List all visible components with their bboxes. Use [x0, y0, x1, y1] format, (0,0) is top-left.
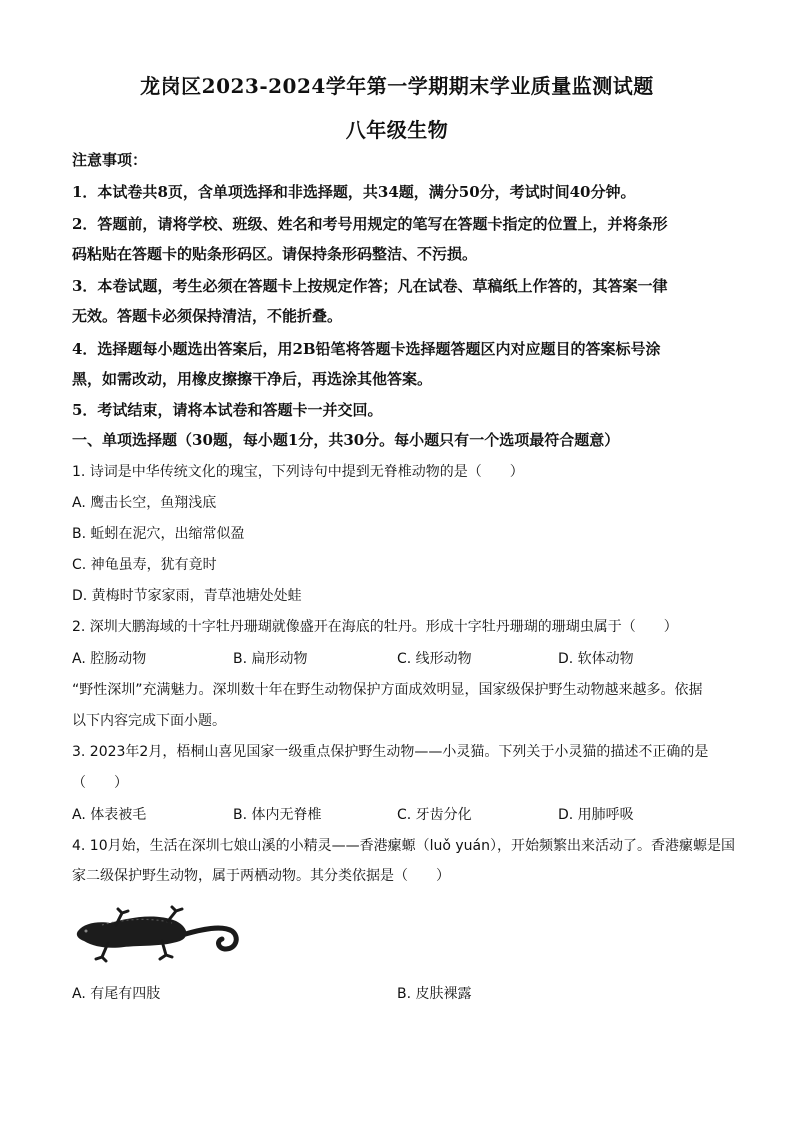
exam-title: 龙岗区2023-2024学年第一学期期末学业质量监测试题: [140, 74, 654, 98]
question-1-option-d: D. 黄梅时节家家雨，青草池塘处处蛙: [72, 588, 302, 604]
note-line: 无效。答题卡必须保持清洁，不能折叠。: [72, 307, 343, 325]
question-2-stem: 2. 深圳大鹏海域的十字牡丹珊瑚就像盛开在海底的牡丹。形成十字牡丹珊瑚的珊瑚虫属于（ ）: [72, 619, 678, 635]
passage-line: 以下内容完成下面小题。: [72, 713, 226, 729]
question-4-stem-cont: 家二级保护野生动物，属于两栖动物。其分类依据是（ ）: [72, 868, 450, 884]
exam-subject: 八年级生物: [345, 118, 449, 142]
note-line: 3．本卷试题，考生必须在答题卡上按规定作答；凡在试卷、草稿纸上作答的，其答案一律: [72, 277, 668, 295]
question-4-option-a: A. 有尾有四肢: [72, 986, 161, 1002]
note-line: 黑，如需改动，用橡皮擦擦干净后，再选涂其他答案。: [72, 370, 433, 388]
question-2-option-a: A. 腔肠动物: [72, 651, 147, 667]
note-line: 码粘贴在答题卡的贴条形码区。请保持条形码整洁、不污损。: [72, 245, 478, 263]
question-1-option-a: A. 鹰击长空，鱼翔浅底: [72, 495, 217, 511]
section-heading: 一、单项选择题（30题，每小题1分，共30分。每小题只有一个选项最符合题意）: [72, 431, 620, 449]
note-line: 5．考试结束，请将本试卷和答题卡一并交回。: [72, 401, 383, 419]
question-3-option-c: C. 牙齿分化: [397, 807, 472, 823]
question-3-stem: 3. 2023年2月，梧桐山喜见国家一级重点保护野生动物——小灵猫。下列关于小灵猫的描述不正确的是: [72, 744, 709, 760]
question-3-option-d: D. 用肺呼吸: [558, 807, 634, 823]
question-2-option-b: B. 扁形动物: [233, 651, 308, 667]
question-4-option-b: B. 皮肤裸露: [397, 986, 472, 1002]
question-3-option-b: B. 体内无脊椎: [233, 807, 322, 823]
notes-heading: 注意事项：: [72, 151, 148, 169]
newt-image: [72, 895, 244, 975]
question-3-option-a: A. 体表被毛: [72, 807, 147, 823]
question-2-option-d: D. 软体动物: [558, 651, 634, 667]
question-4-stem: 4. 10月始，生活在深圳七娘山溪的小精灵——香港瘰螈（luǒ yuán），开始频繁出来活动了。香港瘰螈是国: [72, 838, 736, 854]
question-1-stem: 1. 诗词是中华传统文化的瑰宝，下列诗句中提到无脊椎动物的是（ ）: [72, 464, 524, 480]
passage-line: “野性深圳”充满魅力。深圳数十年在野生动物保护方面成效明显，国家级保护野生动物越来越多。依据: [72, 682, 703, 698]
question-1-option-c: C. 神龟虽寿，犹有竟时: [72, 557, 217, 573]
note-line: 2．答题前，请将学校、班级、姓名和考号用规定的笔写在答题卡指定的位置上，并将条形: [72, 215, 668, 233]
note-line: 4．选择题每小题选出答案后，用2B铅笔将答题卡选择题答题区内对应题目的答案标号涂: [72, 340, 661, 358]
question-3-stem-cont: （ ）: [72, 775, 128, 791]
question-2-option-c: C. 线形动物: [397, 651, 472, 667]
question-1-option-b: B. 蚯蚓在泥穴，出缩常似盈: [72, 526, 245, 542]
note-line: 1．本试卷共8页，含单项选择和非选择题，共34题，满分50分，考试时间40分钟。: [72, 183, 636, 201]
